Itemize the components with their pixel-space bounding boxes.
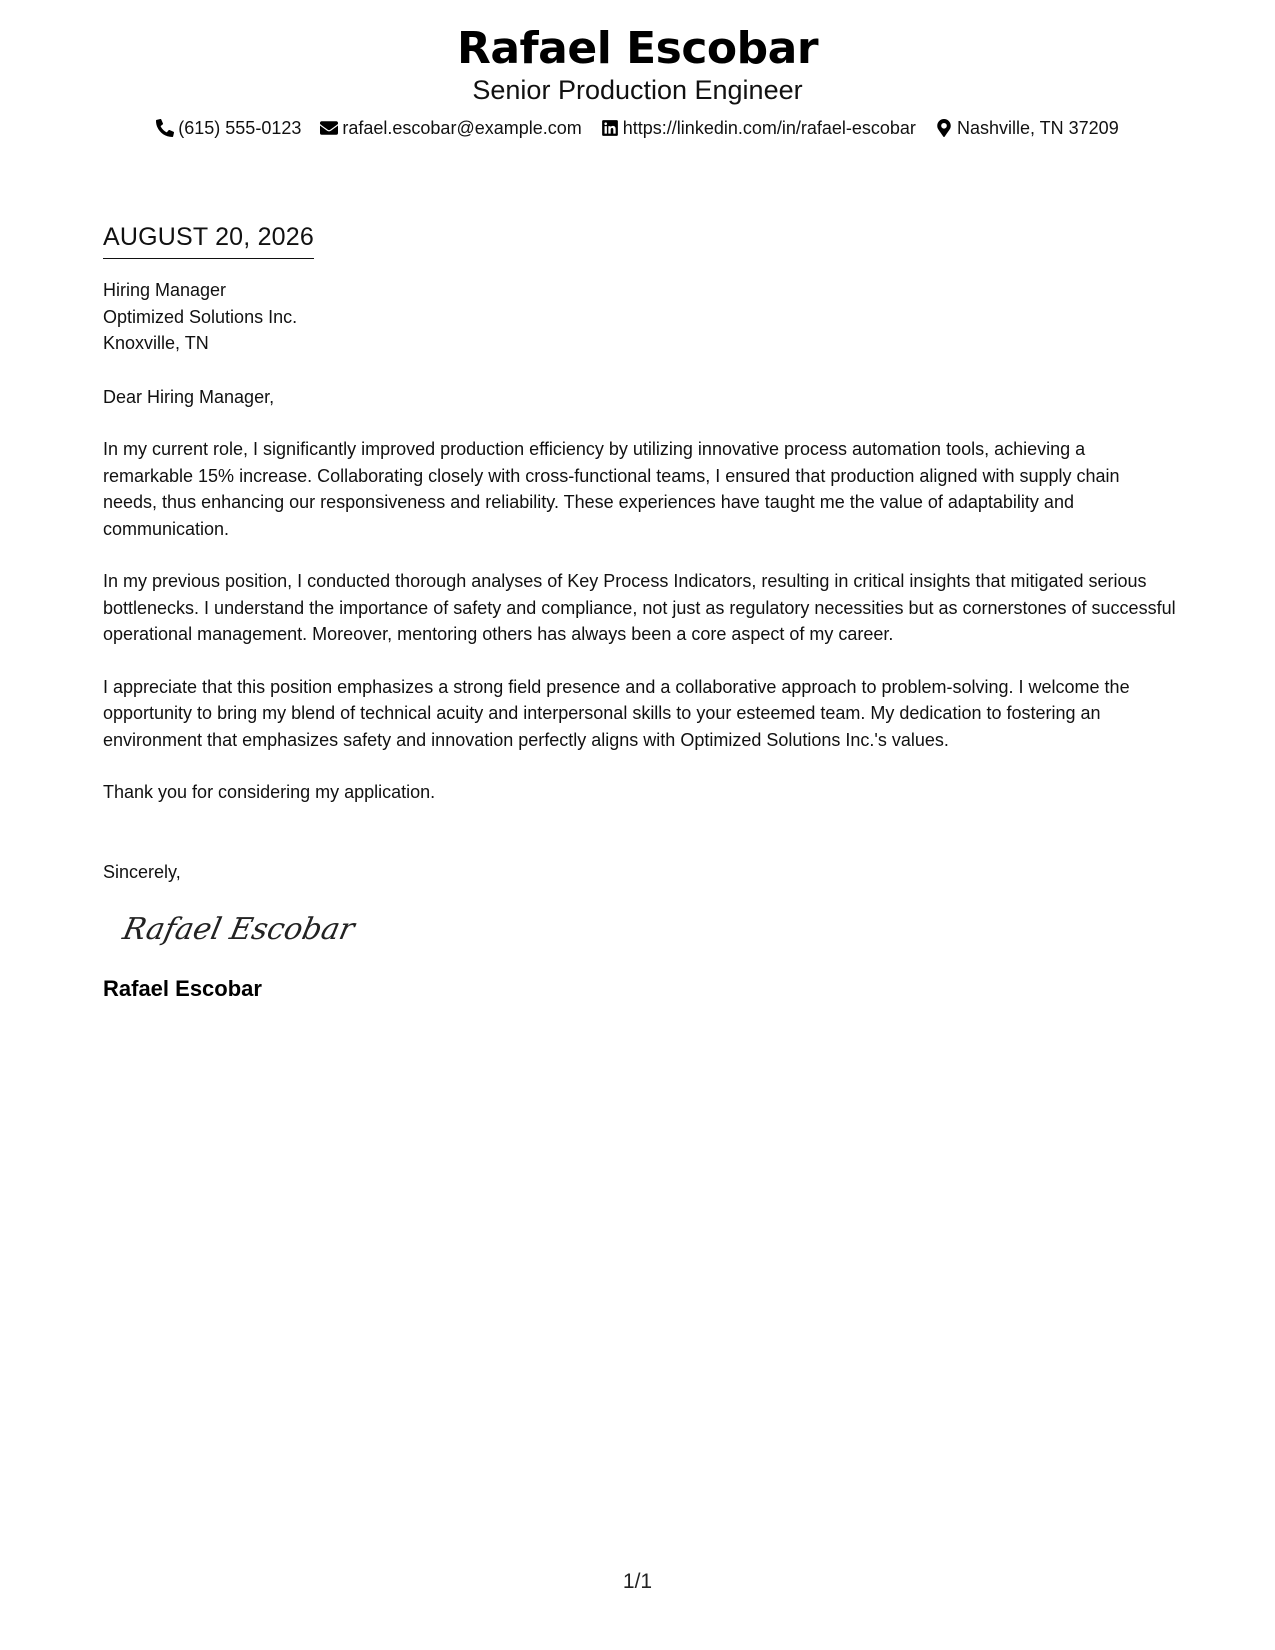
email-text: rafael.escobar@example.com [342, 118, 582, 138]
body-paragraph: I appreciate that this position emphasizes a strong field presence and a collaborative approach to problem-solving. I welcome the opportunity to bring my blend of technical acuity and interpersonal skills to your esteemed team. My dedication to fostering an environment that emphasizes safety and innovation perfectly aligns with Optimized Solutions Inc.'s values. [103, 676, 1130, 750]
body-paragraph: In my previous position, I conducted thorough analyses of Key Process Indicators, resulting in critical insights that mitigated serious bottlenecks. I understand the importance of safety and compliance, not just as regulatory necessities but as cornerstones of successful operational management. Moreover, mentoring others has always been a core aspect of my career. [103, 571, 1176, 644]
recipient-block [103, 277, 1178, 357]
letter-header [0, 22, 1275, 143]
contact-bar [0, 116, 1275, 143]
phone-icon [156, 119, 174, 137]
letter-date: AUGUST 20, 2026 [103, 220, 314, 259]
contact-linkedin[interactable] [601, 116, 916, 140]
phone-text: (615) 555-0123 [178, 118, 302, 138]
signer-name: Rafael Escobar [103, 975, 262, 1001]
linkedin-icon [601, 119, 619, 137]
salutation: Dear Hiring Manager, [103, 386, 275, 407]
contact-location [935, 116, 1119, 140]
recipient-line: Hiring Manager [103, 280, 227, 300]
applicant-name: Rafael Escobar [456, 23, 819, 74]
signature-image [117, 903, 357, 955]
signoff: Sincerely, [103, 861, 181, 882]
map-pin-icon [935, 119, 953, 137]
location-text: Nashville, TN 37209 [956, 118, 1119, 138]
linkedin-text: https://linkedin.com/in/rafael-escobar [622, 118, 916, 138]
envelope-icon [320, 119, 338, 137]
contact-phone [156, 116, 301, 140]
recipient-line: Knoxville, TN [103, 333, 209, 353]
signature-text: Rafael Escobar [119, 912, 357, 947]
contact-email[interactable] [320, 116, 581, 140]
letter-body [103, 220, 1178, 1003]
page-number: 1/1 [622, 1570, 653, 1593]
closing-line: Thank you for considering my application. [103, 782, 436, 802]
recipient-line: Optimized Solutions Inc. [103, 306, 298, 327]
applicant-title: Senior Production Engineer [472, 75, 803, 105]
body-paragraph: In my current role, I significantly improved production efficiency by utilizing innovative process automation tools, achieving a remarkable 15% increase. Collaborating closely with cross-functional teams, I ensured that production aligned with supply chain needs, thus enhancing our responsiveness and reliability. These experiences have taught me the value of adaptability and communication. [103, 439, 1120, 539]
